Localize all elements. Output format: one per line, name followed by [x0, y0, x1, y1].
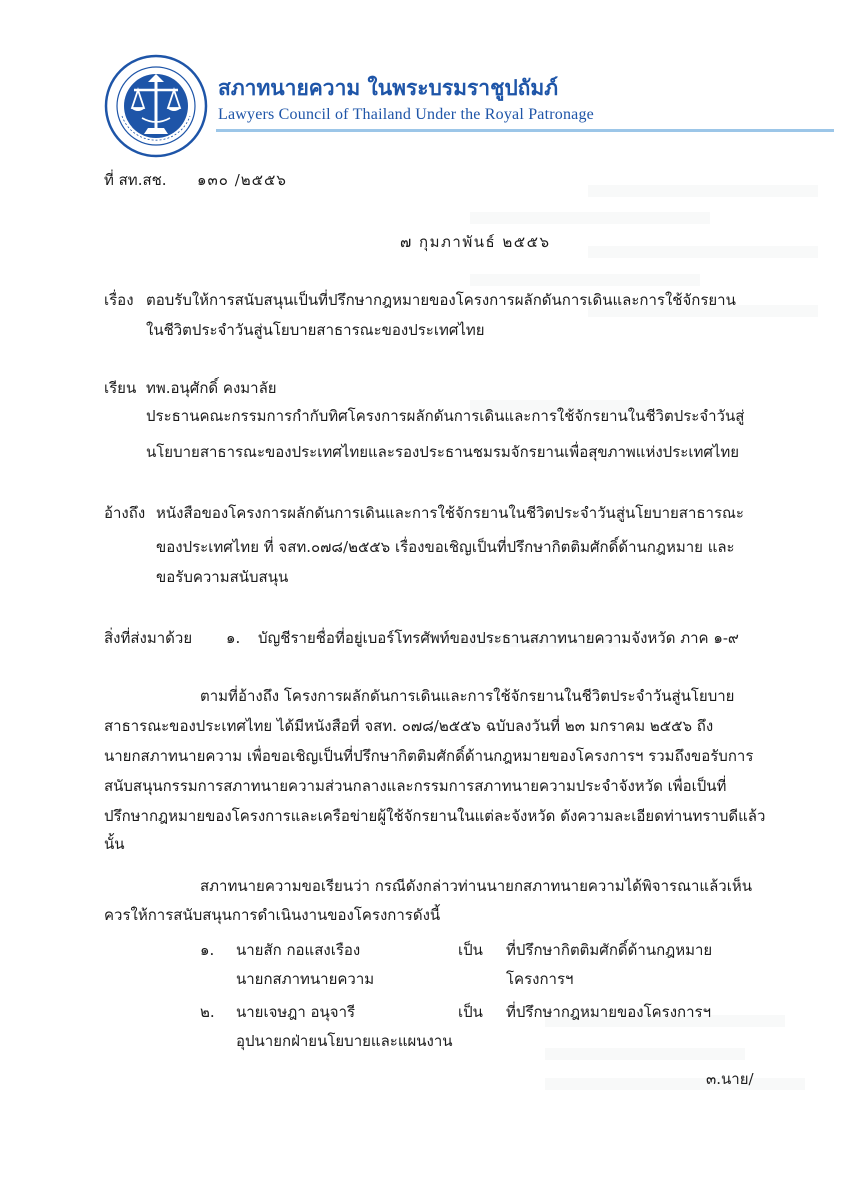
recipient-name: ทพ.อนุศักดิ์ คงมาลัย [146, 379, 277, 397]
appointment-role: ที่ปรึกษากิตติมศักดิ์ด้านกฎหมาย [506, 941, 713, 959]
recipient-label: เรียน [104, 379, 137, 397]
appointment-title: นายกสภาทนายความ [236, 970, 375, 988]
body-para1-line: นายกสภาทนายความ เพื่อขอเชิญเป็นที่ปรึกษากิตติมศักดิ์ด้านกฎหมายของโครงการฯ รวมถึงขอรับการ [104, 747, 754, 765]
appointment-name: นายเจษฎา อนุจารี [236, 1003, 356, 1021]
body-para1-line: สาธารณะของประเทศไทย ได้มีหนังสือที่ จสท. ๐๗๘/๒๕๕๖ ฉบับลงวันที่ ๒๓ มกราคม ๒๕๕๖ ถึง [104, 717, 714, 735]
body-para1-line: ปรึกษากฎหมายของโครงการและเครือข่ายผู้ใช้จักรยานในแต่ละจังหวัด ดังความละเอียดท่านทราบดีแล้ว [104, 807, 766, 825]
org-name-english: Lawyers Council of Thailand Under the Royal Patronage [218, 106, 594, 123]
reference-label: ที่ สท.สช. [104, 171, 167, 189]
lawyers-council-seal-icon [104, 54, 208, 158]
body-para2-line: ควรให้การสนับสนุนการดำเนินงานของโครงการดังนี้ [104, 906, 441, 924]
letterhead-divider [216, 129, 834, 132]
appointment-title: อุปนายกฝ่ายนโยบายและแผนงาน [236, 1032, 453, 1050]
reference-doc-line-2: ของประเทศไทย ที่ จสท.๐๗๘/๒๕๕๖ เรื่องขอเชิญเป็นที่ปรึกษากิตติมศักดิ์ด้านกฎหมาย และ [156, 538, 735, 556]
enclosure-label: สิ่งที่ส่งมาด้วย [104, 629, 193, 647]
appointment-role-cont: โครงการฯ [506, 970, 574, 988]
appointment-as: เป็น [458, 1003, 483, 1021]
body-para2-line: สภาทนายความขอเรียนว่า กรณีดังกล่าวท่านนายกสภาทนายความได้พิจารณาแล้วเห็น [200, 877, 752, 895]
recipient-title-line-1: ประธานคณะกรรมการกำกับทิศโครงการผลักดันการเดินและการใช้จักรยานในชีวิตประจำวันสู่ [146, 407, 745, 425]
appointment-number: ๒. [200, 1003, 215, 1021]
org-name-thai: สภาทนายความ ในพระบรมราชูปถัมภ์ [218, 76, 559, 100]
continuation-marker: ๓.นาย/ [706, 1070, 754, 1088]
appointment-as: เป็น [458, 941, 483, 959]
letter-date: ๗ กุมภาพันธ์ ๒๕๕๖ [400, 233, 551, 251]
recipient-title-line-2: นโยบายสาธารณะของประเทศไทยและรองประธานชมรมจักรยานเพื่อสุขภาพแห่งประเทศไทย [146, 443, 740, 461]
subject-line-2: ในชีวิตประจำวันสู่นโยบายสาธารณะของประเทศไทย [146, 321, 485, 339]
subject-label: เรื่อง [104, 291, 134, 309]
appointment-role: ที่ปรึกษากฎหมายของโครงการฯ [506, 1003, 712, 1021]
body-para1-line: ตามที่อ้างถึง โครงการผลักดันการเดินและการใช้จักรยานในชีวิตประจำวันสู่นโยบาย [200, 687, 735, 705]
body-para1-line: สนับสนุนกรรมการสภาทนายความส่วนกลางและกรรมการสภาทนายความประจำจังหวัด เพื่อเป็นที่ [104, 777, 727, 795]
reference-number: ๑๓๐ /๒๕๕๖ [197, 171, 287, 189]
reference-doc-line-3: ขอรับความสนับสนุน [156, 568, 289, 586]
subject-line-1: ตอบรับให้การสนับสนุนเป็นที่ปรึกษากฎหมายของโครงการผลักดันการเดินและการใช้จักรยาน [146, 291, 736, 309]
enclosure-number: ๑. [226, 629, 241, 647]
reference-doc-label: อ้างถึง [104, 504, 146, 522]
enclosure-text: บัญชีรายชื่อที่อยู่เบอร์โทรศัพท์ของประธานสภาทนายความจังหวัด ภาค ๑-๙ [258, 629, 739, 647]
reference-doc-line-1: หนังสือของโครงการผลักดันการเดินและการใช้จักรยานในชีวิตประจำวันสู่นโยบายสาธารณะ [156, 504, 744, 522]
appointment-name: นายสัก กอแสงเรือง [236, 941, 361, 959]
appointment-number: ๑. [200, 941, 215, 959]
body-para1-line: นั้น [104, 835, 125, 853]
